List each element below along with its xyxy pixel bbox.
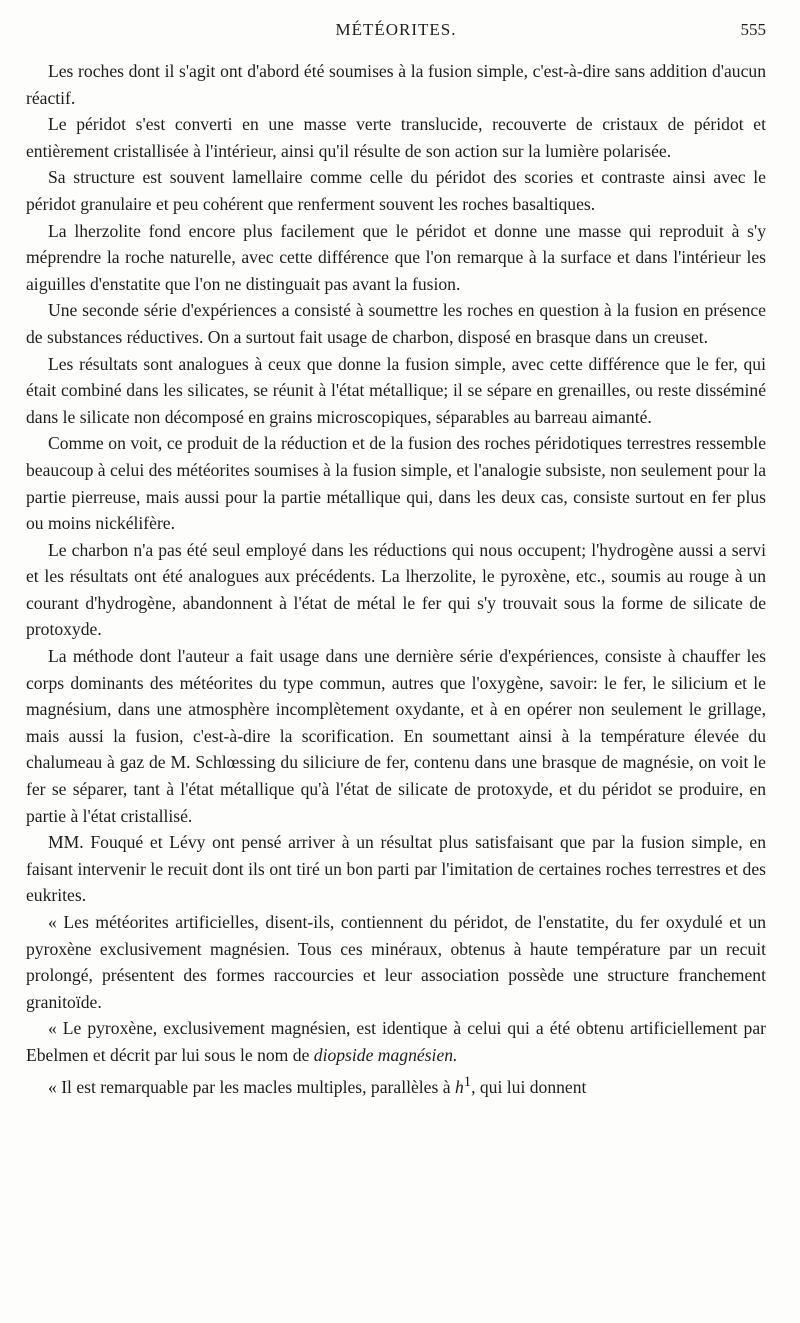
italic-term: diopside magnésien. (313, 1044, 458, 1065)
symbol-superscript: 1 (463, 1073, 472, 1090)
paragraph-text: « Le pyroxène, exclusivement magnésien, est identique à celui qui a été obtenu artificiellement par Ebelmen et décrit par lui sous le nom de (26, 1018, 766, 1065)
paragraph: « Les météorites artificielles, disent-ils, contiennent du péridot, de l'enstatite, du fer oxydulé et un pyroxène exclusivement magnésien. Tous ces minéraux, obtenus à haute température par un recuit prolongé, présentent des formes raccourcies et leur association possède une structure franchement granitoïde. (26, 912, 766, 1012)
paragraph: Les roches dont il s'agit ont d'abord été soumises à la fusion simple, c'est-à-dire sans addition d'aucun réactif. (26, 61, 766, 108)
paragraph: Les résultats sont analogues à ceux que donne la fusion simple, avec cette différence que le fer, qui était combiné dans les silicates, se réunit à l'état métallique; il se sépare en grenailles, ou reste disséminé dans le silicate non décomposé en grains microscopiques, séparables au barreau aimanté. (26, 353, 766, 427)
paragraph: MM. Fouqué et Lévy ont pensé arriver à un résultat plus satisfaisant que par la fusion simple, en faisant intervenir le recuit dont ils ont tiré un bon parti par l'imitation de certaines roches terrestres et des eukrites. (26, 832, 766, 906)
paragraph-text: « Il est remarquable par les macles multiples, parallèles à (48, 1076, 455, 1097)
body-text (26, 58, 766, 1100)
paragraph: Comme on voit, ce produit de la réduction et de la fusion des roches péridotiques terrestres ressemble beaucoup à celui des météorites soumises à la fusion simple, et l'analogie subsiste, non seulement pour la partie pierreuse, mais aussi pour la partie métallique qui, dans les deux cas, consiste surtout en fer plus ou moins nickélifère. (26, 433, 766, 534)
paragraph: Une seconde série d'expériences a consisté à soumettre les roches en question à la fusion en présence de substances réductives. On a surtout fait usage de charbon, disposé en brasque dans un creuset. (26, 300, 766, 347)
symbol-h: h (454, 1076, 464, 1097)
paragraph: Sa structure est souvent lamellaire comme celle du péridot des scories et contraste ainsi avec le péridot granulaire et peu cohérent que renferment souvent les roches basaltiques. (26, 167, 766, 214)
paragraph: Le péridot s'est converti en une masse verte translucide, recouverte de cristaux de péridot et entièrement cristallisée à l'intérieur, ainsi qu'il résulte de son action sur la lumière polarisée. (26, 114, 766, 161)
paragraph-pyroxene (26, 1015, 766, 1068)
page-header (26, 20, 766, 42)
paragraph: Le charbon n'a pas été seul employé dans les réductions qui nous occupent; l'hydrogène aussi a servi et les résultats ont été analogues aux précédents. La lherzolite, le pyroxène, etc., soumis au rouge à un courant d'hydrogène, abandonnent à l'état de métal le fer qui s'y trouvait sous la forme de silicate de protoxyde. (26, 539, 766, 640)
paragraph-end: , qui lui donnent (471, 1076, 587, 1097)
paragraph: La méthode dont l'auteur a fait usage dans une dernière série d'expériences, consiste à chauffer les corps dominants des météorites du type commun, autres que l'oxygène, savoir: le fer, le silicium et le magnésium, dans une atmosphère incomplètement oxydante, et à en opérer non seulement le grillage, mais aussi la fusion, c'est-à-dire la scorification. En soumettant ainsi à la température élevée du chalumeau à gaz de M. Schlœssing du siliciure de fer, contenu dans une brasque de magnésie, on voit le fer se séparer, tant à l'état métallique qu'à l'état de silicate de protoxyde, et du péridot se produire, en partie à l'état cristallisé. (26, 646, 766, 826)
paragraph-last (26, 1069, 766, 1100)
paragraph: La lherzolite fond encore plus facilement que le péridot et donne une masse qui reproduit à s'y méprendre la roche naturelle, avec cette différence que l'on remarque à la surface et dans l'intérieur les aiguilles d'enstatite que l'on ne distinguait pas avant la fusion. (26, 220, 766, 294)
page-number: 555 (740, 20, 766, 39)
running-title: MÉTÉORITES. (335, 20, 457, 39)
